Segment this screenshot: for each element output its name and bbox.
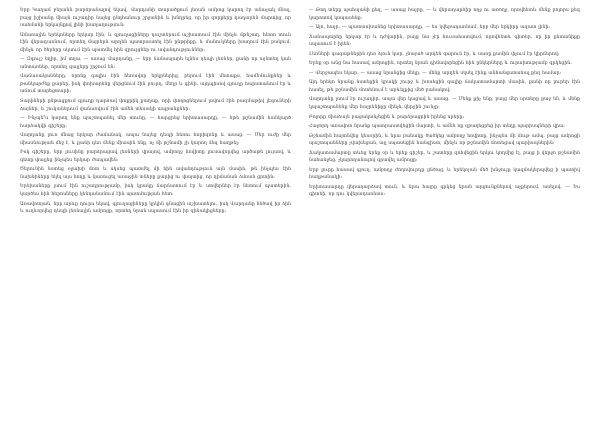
paragraph: — Զգույշ եղիր, իմ տղա, — ասաց Վարդանը, — երբ ճանապարհ ելնես դեպի լեռներ, քանի որ այնտեղ կան անտառներ, որտեղ գայլերը շրջում են: bbox=[20, 57, 291, 70]
paragraph: Վաճառականները, որոնք գալիս էին հեռավոր երկրներից, բերում էին մետաքս, համեմունքներ և թանկարժեք քարեր, իսկ փոխարենը վերցնում էին բուրդ, մեղր և գինի. այդպիսով գյուղը հարստանում էր և աճում տարեցտարի: bbox=[20, 74, 291, 95]
paragraph: Տարիների ընթացքում գյուղը դարձավ փոքրիկ քաղաք, որի փողոցներում լսվում էին բազմաթիվ լեզուների ձայներ, և շուկաներում վաճառվում էին ամեն տեսակի ապրանքներ: bbox=[20, 99, 291, 112]
paragraph: Երիտասարդը վերադարձավ տուն, և նրա հայրը գրկեց նրան արցունքներով աչքերում, ասելով. — Ես գիտեի, որ դու կվերադառնաս: bbox=[309, 184, 580, 198]
paragraph: Ճակատամարտը տևեց երեք օր և երեք գիշեր, և շատերը զոհվեցին երկու կողմից էլ, բայց ի վերջո թշնամին նահանջեց, չկարողանալով գրավել ամրոցը: bbox=[309, 150, 580, 164]
paragraph: Երբ Կաղամ բերանն բարձրանալով եկավ, Վարդանի տարածքում լեռան ամրոց կարող էր անաչակ մնալ, բայց իշխանը միայն ուշադիր նայեց ընդհանուր շրջանին և խնդրեց, որ իր զորքերը դադարեն մարտից, որ սահմանի երկայնքով լինի խաղաղություն: bbox=[20, 8, 291, 29]
paragraph: Այդ երեկո նրանք նստեցին կրակի շուրջ և խոսեցին գալիք ճակատամարտի մասին, քանի որ լուրեր էին հասել, թե թշնամին մոտենում է արևելքից մեծ բանակով: bbox=[309, 80, 580, 93]
paragraph: Ճանապարհը երկար էր և դժվարին, բայց նա չէր հուսահատվում, որովհետև գիտեր, որ իր ընտանիքը սպասում է իրեն: bbox=[309, 34, 580, 48]
paragraph: Երեք օր անց նա հասավ ամրոցին, որտեղ նրան դիմավորեցին հին ընկերները և ուրախությամբ գրկեցին: bbox=[309, 61, 572, 67]
paragraph: — Ինչպե՞ս կարող ենք պաշտպանել մեր տունը, — հարցրեց երիտասարդը, — եթե թշնամին հանկարծ հարձակվի գիշերը: bbox=[20, 116, 291, 129]
paragraph: Առավոտյան, երբ արևը դուրս եկավ, գյուղացիները կրկին գնացին աշխատելու, իսկ Վարդանը հեծավ իր ձին և ուղևորվեց դեպի լեռնային ամրոցը, որտեղ նրան սպասում էին իր զինակիցները: bbox=[20, 201, 291, 215]
paragraph: Երբ լուրը հասավ գյուղ, ամբողջ ժողովուրդը ցնծաց, և երեկոյան մեծ խնջույք կազմակերպվեց ի պատիվ հաղթանակի: bbox=[309, 167, 580, 181]
paragraph: Ամառային երեկոները երկար էին, և գյուղացիները դաշտերում աշխատում էին մինչև մթնշաղ. հետո տուն էին վերադառնում, որտեղ մայրերն արդեն պատրաստել էին ընթրիքը, և մանուկները խաղում էին բակում, մինչև որ ծերերը սկսում էին պատմել հին զրույցներ ու ավանդություններ: bbox=[20, 32, 291, 53]
paragraph: Լեռների գագաթներին դեռ ձյուն կար, չնայած արդեն գարուն էր, և սառը քամին փչում էր կիրճերով: bbox=[309, 51, 560, 57]
text-column-left bbox=[20, 7, 291, 418]
paragraph: Իսկ գիշերը, երբ լուսինը բարձրացավ լեռների վրայով, ամբողջ հովիտը լուսավորվեց արծաթե լույսով, և գետը փայլեց ինչպես երկար ժապավեն: bbox=[20, 150, 291, 163]
text-column-right bbox=[309, 7, 580, 418]
paragraph: Վարդանը լսում էր ուշադիր, ապա վեր կացավ և ասաց. — Մենք քիչ ենք, բայց մեր սրտերը քաջ են, և մենք կպաշտպանենք մեր հայրենիքը մինչև վերջին շունչը: bbox=[309, 97, 580, 111]
paragraph: — Վերջապես եկար, — ասաց նրանցից մեկը, — մենք արդեն սկսել էինք անհանգստանալ քեզ համար: bbox=[309, 70, 562, 76]
paragraph: Վարդանը լուռ մնաց երկար ժամանակ, ապա նայեց դեպի հեռու հորիզոնը և ասաց. — Մեր ուժը մեր միասնության մեջ է, և քանի դեռ մենք միասին ենք, ոչ մի թշնամի չի կարող մեզ հաղթել: bbox=[20, 133, 291, 146]
paragraph: Բոլորը միաձայն բացականչեցին և բարձրացրին իրենց սրերը: bbox=[309, 114, 465, 120]
paragraph: Ծերունին նստեց օջախի մոտ և սկսեց պատմել մի հին ավանդություն այն մասին, թե ինչպես էին նախնիները եկել այս հողը և կառուցել առաջին տները քարից ու փայտից, որ դիմանան ձմռան ցրտին: bbox=[20, 167, 291, 180]
paragraph: Երեխաները լսում էին ուշադրությամբ, իսկ կրակը ճարճատում էր և ստվերներ էր նետում պատերին, կարծես հին հերոսները կենդանանում էին պատմության հետ: bbox=[20, 184, 291, 198]
paragraph: Թշնամին հայտնվեց կեսօրին, և նրա բանակը ծածկեց ամբողջ հովիտը, ինչպես մի մութ ամպ. բայց ամրոցի պաշտպանները չվախեցան, այլ սպասեցին հանգիստ, մինչև որ թշնամին մոտեցավ պարիսպներին: bbox=[309, 133, 580, 147]
paragraph: — Թող տերը պահպանի քեզ, — ասաց հայրը, — և վերադարձիր ողջ ու առողջ, որովհետև մենք բոլորս քեզ կարոտով կսպասենք: bbox=[309, 8, 580, 21]
paragraph: — Այո, հայր, — պատասխանեց երիտասարդը, — ես կվերադառնամ, երբ մեր երկիրը ազատ լինի: bbox=[309, 25, 551, 31]
paragraph: Հաջորդ առավոտ նրանք պատրաստվեցին մարտի, և ամեն ոք զբաղեցրեց իր տեղը պարիսպների վրա: bbox=[309, 124, 565, 130]
